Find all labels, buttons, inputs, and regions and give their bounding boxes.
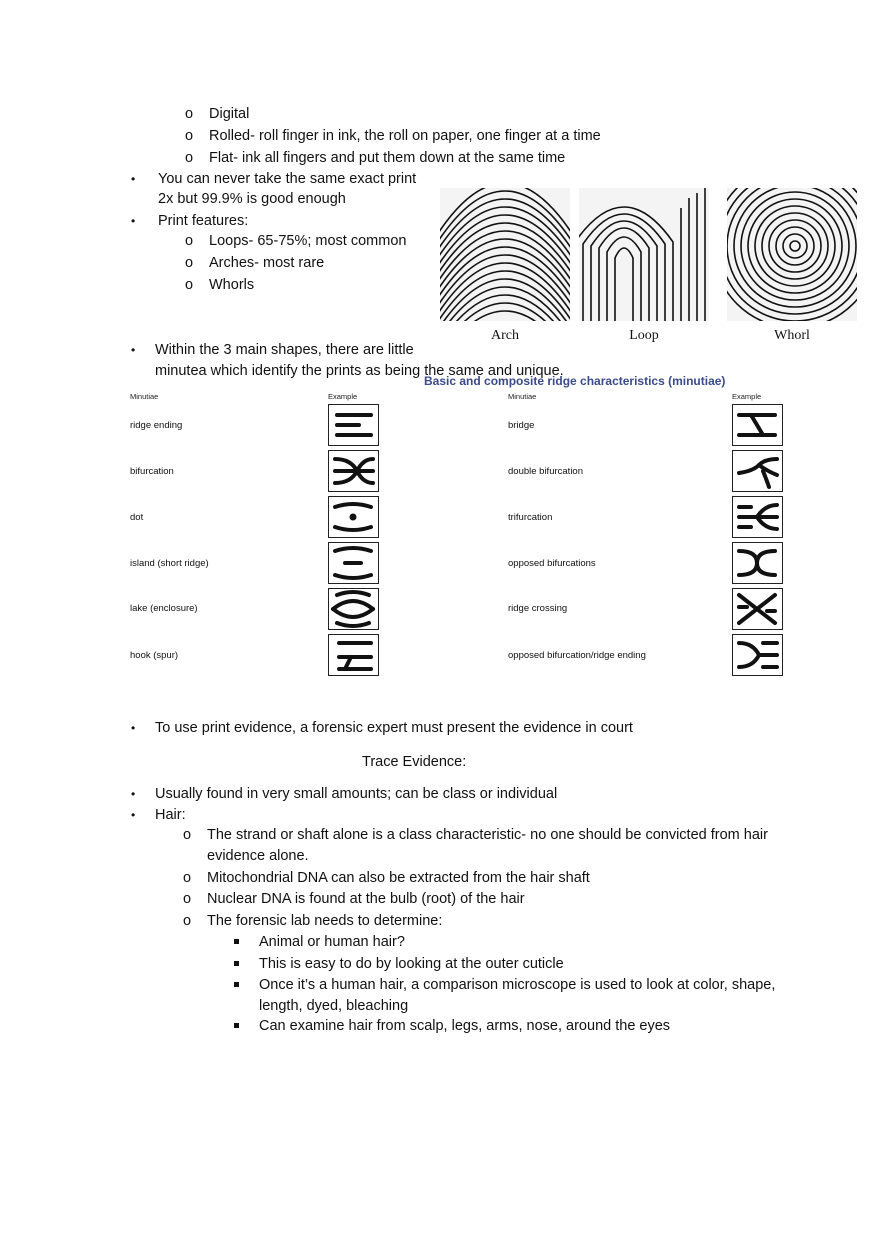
island-example-icon — [328, 542, 379, 584]
minutia-label: bridge — [508, 420, 535, 431]
sub-marker: o — [183, 827, 192, 843]
dot-example-icon — [328, 496, 379, 538]
minutia-label: opposed bifurcation/ridge ending — [508, 650, 646, 661]
minutia-label: dot — [130, 512, 144, 523]
sub-marker: o — [185, 233, 194, 249]
bullet-marker: • — [131, 343, 136, 357]
col-header-example: Example — [732, 392, 762, 401]
list-item: Loops- 65-75%; most common — [209, 233, 407, 249]
loop-label: Loop — [629, 328, 659, 343]
whorl-fingerprint-image — [727, 188, 857, 321]
sub-marker: o — [185, 277, 194, 293]
minutiae-chart-title: Basic and composite ridge characteristics (minutiae) — [424, 374, 726, 388]
minutia-label: ridge ending — [130, 420, 183, 431]
list-item: Digital — [209, 106, 250, 122]
arch-label: Arch — [491, 328, 519, 343]
col-header-minutiae: Minutiae — [508, 392, 537, 401]
whorl-label: Whorl — [774, 328, 810, 343]
list-item: Mitochondrial DNA can also be extracted from the hair shaft — [207, 870, 590, 886]
square-bullet-icon — [234, 961, 239, 966]
sub-marker: o — [185, 255, 194, 271]
bridge-example-icon — [732, 404, 783, 446]
minutia-label: island (short ridge) — [130, 558, 209, 569]
list-item: Once it’s a human hair, a comparison microscope is used to look at color, shape, — [259, 977, 776, 993]
sub-marker: o — [185, 128, 194, 144]
minutia-label: lake (enclosure) — [130, 603, 198, 614]
sub-marker: o — [185, 150, 194, 166]
lake-example-icon — [328, 588, 379, 630]
double-bifurcation-example-icon — [732, 450, 783, 492]
list-item: The forensic lab needs to determine: — [207, 913, 443, 929]
square-bullet-icon — [234, 1023, 239, 1028]
list-item: Hair: — [155, 807, 186, 823]
list-item: Can examine hair from scalp, legs, arms, nose, around the eyes — [259, 1018, 671, 1034]
loop-fingerprint-image — [579, 188, 709, 321]
trace-evidence-heading: Trace Evidence: — [362, 754, 467, 770]
sub-marker: o — [185, 106, 194, 122]
sub-marker: o — [183, 913, 192, 929]
bullet-marker: • — [131, 808, 136, 822]
list-item: Within the 3 main shapes, there are little — [155, 342, 414, 358]
list-item: Animal or human hair? — [259, 934, 405, 950]
list-item-continuation: minutea which identify the prints as being the same and unique. — [155, 363, 564, 379]
list-item-continuation: length, dyed, bleaching — [259, 998, 409, 1014]
bullet-marker: • — [131, 214, 136, 228]
opposed-bifurcations-example-icon — [732, 542, 783, 584]
list-item-continuation: 2x but 99.9% is good enough — [158, 191, 346, 207]
list-item: This is easy to do by looking at the outer cuticle — [259, 956, 564, 972]
minutia-label: double bifurcation — [508, 466, 583, 477]
col-header-example: Example — [328, 392, 358, 401]
minutia-label: opposed bifurcations — [508, 558, 596, 569]
sub-marker: o — [183, 891, 192, 907]
opposed-bifurcation-ridge-ending-example-icon — [732, 634, 783, 676]
bullet-marker: • — [131, 787, 136, 801]
trifurcation-example-icon — [732, 496, 783, 538]
bullet-marker: • — [131, 721, 136, 735]
bullet-marker: • — [131, 172, 136, 186]
list-item: The strand or shaft alone is a class characteristic- no one should be convicted from hair — [207, 827, 768, 843]
list-item: You can never take the same exact print — [158, 171, 417, 187]
minutia-label: trifurcation — [508, 512, 553, 523]
list-item: Arches- most rare — [209, 255, 325, 271]
hook-example-icon — [328, 634, 379, 676]
sub-marker: o — [183, 870, 192, 886]
list-item: Usually found in very small amounts; can be class or individual — [155, 786, 558, 802]
minutia-label: bifurcation — [130, 466, 174, 477]
square-bullet-icon — [234, 939, 239, 944]
square-bullet-icon — [234, 982, 239, 987]
list-item-continuation: evidence alone. — [207, 848, 309, 864]
minutia-label: ridge crossing — [508, 603, 568, 614]
list-item: Print features: — [158, 213, 249, 229]
bifurcation-example-icon — [328, 450, 379, 492]
ridge-crossing-example-icon — [732, 588, 783, 630]
list-item: Whorls — [209, 277, 255, 293]
list-item: To use print evidence, a forensic expert must present the evidence in court — [155, 720, 633, 736]
arch-fingerprint-image — [440, 188, 570, 321]
ridge-ending-example-icon — [328, 404, 379, 446]
list-item: Nuclear DNA is found at the bulb (root) of the hair — [207, 891, 525, 907]
minutia-label: hook (spur) — [130, 650, 179, 661]
col-header-minutiae: Minutiae — [130, 392, 159, 401]
list-item: Flat- ink all fingers and put them down at the same time — [209, 150, 566, 166]
list-item: Rolled- roll finger in ink, the roll on paper, one finger at a time — [209, 128, 601, 144]
